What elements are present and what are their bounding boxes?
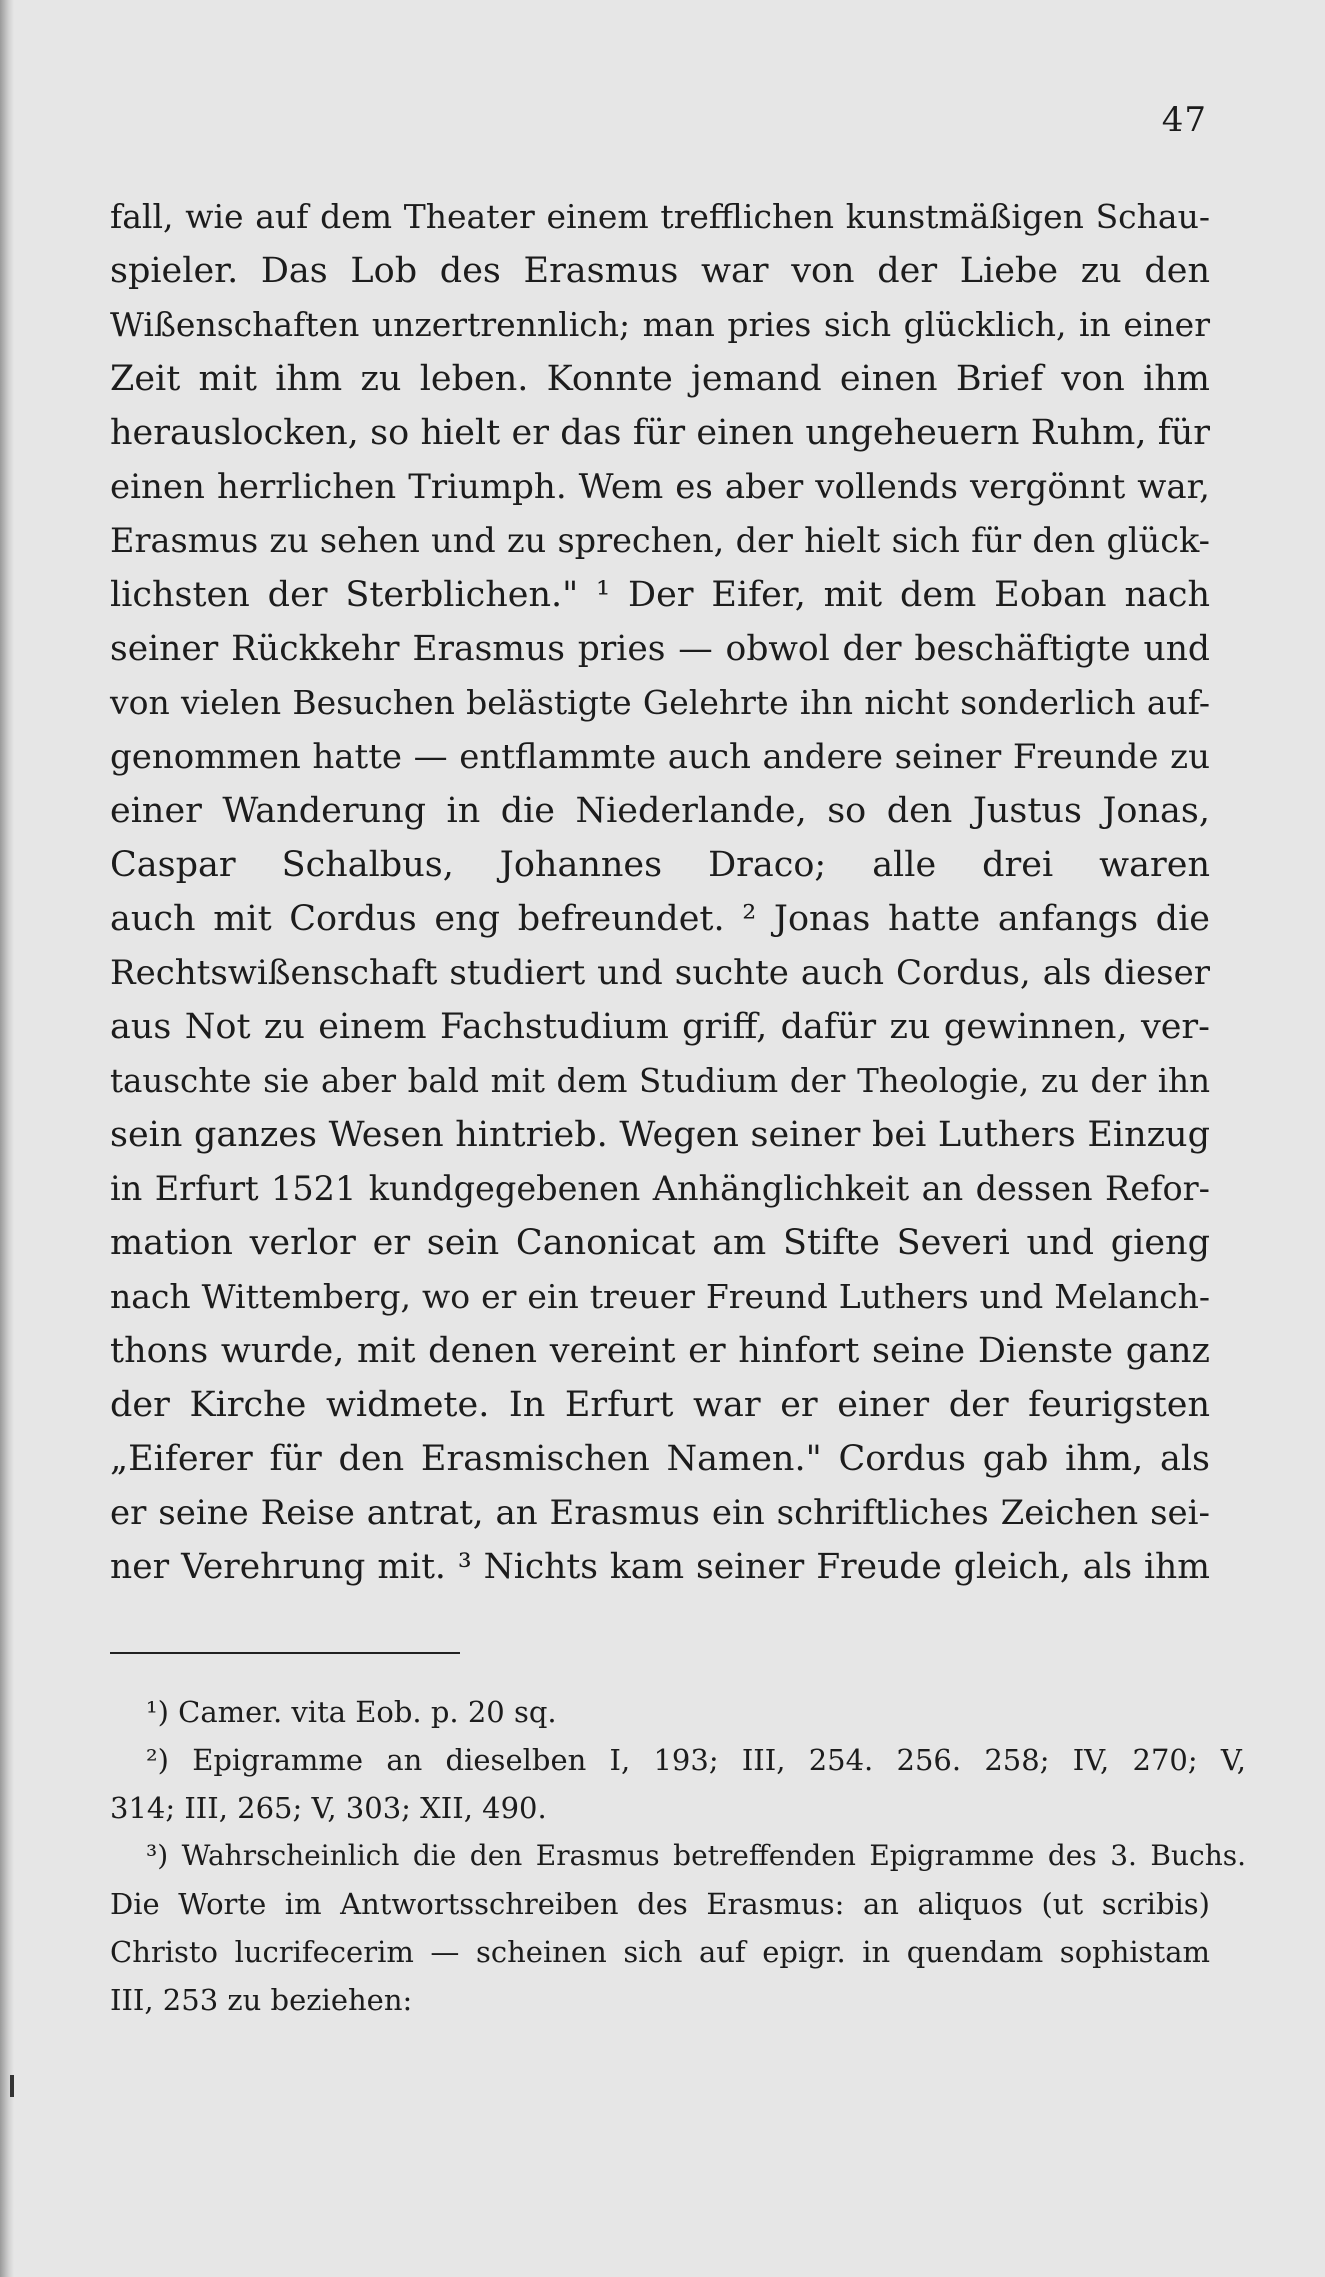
text-line: einen herrlichen Triumph. Wem es aber vollends vergönnt war, [110,467,1210,507]
text-line: herauslocken, so hielt er das für einen ungeheuern Ruhm, für [110,413,1210,453]
footnote-2: ²) Epigramme an dieselben I, 193; III, 254. 256. 258; IV, 270; V, [146,1743,1246,1777]
text-line: sein ganzes Wesen hintrieb. Wegen seiner bei Luthers Einzug [110,1115,1210,1155]
page-gutter-shadow [0,0,14,2277]
text-line: tauschte sie aber bald mit dem Studium der Theologie, zu der ihn [110,1062,1210,1100]
footnote-3-continued: Die Worte im Antwortsschreiben des Erasmus: an aliquos (ut scribis) [110,1887,1210,1921]
text-line: einer Wanderung in die Niederlande, so den Justus Jonas, [110,791,1210,831]
text-line: Wißenschaften unzertrennlich; man pries sich glücklich, in einer [110,305,1210,344]
text-line: „Eiferer für den Erasmischen Namen." Cordus gab ihm, als [110,1439,1210,1479]
text-line: aus Not zu einem Fachstudium griff, dafür zu gewinnen, ver- [110,1007,1210,1047]
text-line: Erasmus zu sehen und zu sprechen, der hielt sich für den glück- [110,521,1210,560]
text-line: Zeit mit ihm zu leben. Konnte jemand einen Brief von ihm [110,359,1210,399]
text-line: spieler. Das Lob des Erasmus war von der Liebe zu den [110,251,1210,291]
text-line: auch mit Cordus eng befreundet. ² Jonas hatte anfangs die [110,899,1210,939]
footnotes-block [110,1688,1246,2024]
text-line: fall, wie auf dem Theater einem trefflichen kunstmäßigen Schau- [110,197,1210,236]
text-line: er seine Reise antrat, an Erasmus ein schriftliches Zeichen sei- [110,1493,1210,1533]
footnote-separator-rule [110,1652,460,1654]
main-text-block [110,190,1210,1594]
text-line: thons wurde, mit denen vereint er hinfort seine Dienste ganz [110,1331,1210,1371]
text-line: nach Wittemberg, wo er ein treuer Freund Luthers und Melanch- [110,1277,1210,1316]
page-number: 47 [1161,100,1207,140]
footnote-3-continued: Christo lucrifecerim — scheinen sich auf epigr. in quendam sophistam [110,1935,1210,1969]
text-line: der Kirche widmete. In Erfurt war er einer der feurigsten [110,1385,1210,1425]
text-line: genommen hatte — entflammte auch andere seiner Freunde zu [110,737,1210,777]
text-line: Caspar Schalbus, Johannes Draco; alle drei waren [110,845,1210,885]
text-line: Rechtswißenschaft studiert und suchte auch Cordus, als dieser [110,953,1210,993]
footnote-2-continued: 314; III, 265; V, 303; XII, 490. [110,1791,547,1825]
footnote-3-continued: III, 253 zu beziehen: [110,1983,413,2017]
footnote-1: ¹) Camer. vita Eob. p. 20 sq. [146,1695,557,1729]
scan-mark [10,2075,14,2097]
text-line: mation verlor er sein Canonicat am Stifte Severi und gieng [110,1223,1210,1263]
text-line: in Erfurt 1521 kundgegebenen Anhänglichkeit an dessen Refor- [110,1169,1210,1208]
text-line: lichsten der Sterblichen." ¹ Der Eifer, mit dem Eoban nach [110,575,1210,615]
footnote-3: ³) Wahrscheinlich die den Erasmus betreffenden Epigramme des 3. Buchs. [146,1839,1246,1872]
text-line: ner Verehrung mit. ³ Nichts kam seiner Freude gleich, als ihm [110,1547,1210,1587]
text-line: seiner Rückkehr Erasmus pries — obwol der beschäftigte und [110,629,1210,669]
text-line: von vielen Besuchen belästigte Gelehrte ihn nicht sonderlich auf- [110,683,1210,722]
